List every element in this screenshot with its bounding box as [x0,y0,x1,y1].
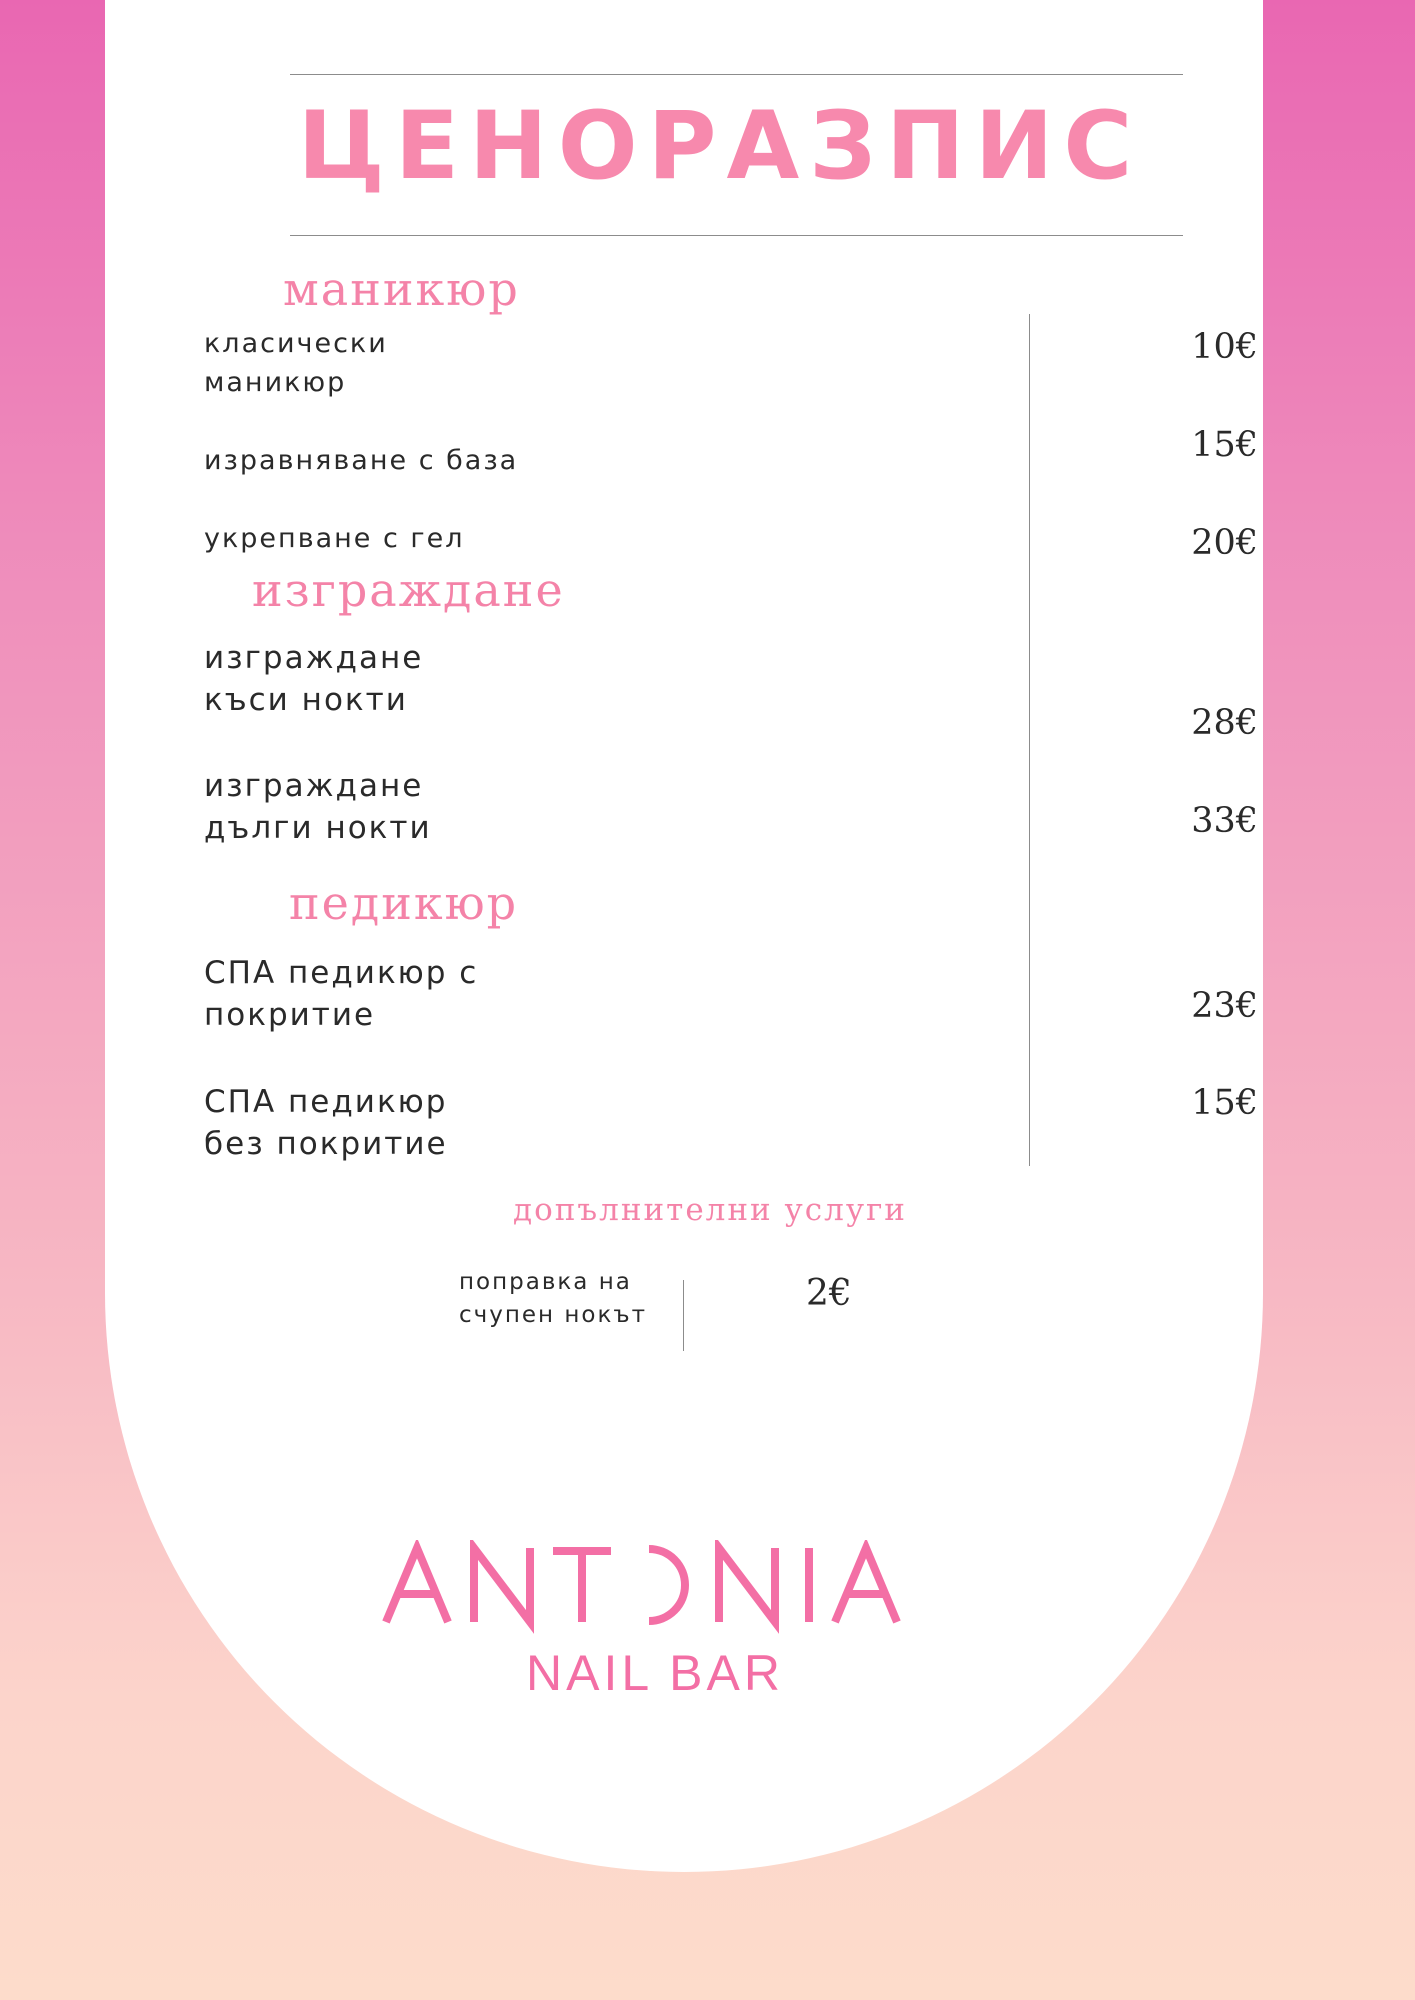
list-item [204,637,423,721]
item-price: 15€ [1191,1083,1258,1123]
title-top-rule [290,74,1183,75]
brand-tagline: NAIL BAR [525,1645,785,1701]
section-title-manicure: маникюр [283,262,520,316]
section-title-pedicure: педикюр [289,876,519,930]
item-price: 10€ [1191,327,1258,367]
list-item [204,765,432,849]
item-price: 15€ [1191,425,1258,465]
section-title-extensions: изграждане [252,563,565,617]
title-bottom-rule [290,235,1183,236]
item-label: укрепване с гел [204,523,465,554]
list-item [204,1081,448,1165]
item-label: СПА педикюр [204,1084,448,1120]
price-divider [1029,314,1030,1166]
item-label: маникюр [204,367,347,398]
page-title: ЦЕНОРАЗПИС [297,92,1143,201]
item-label: изграждане [204,640,424,676]
item-label: дълги нокти [204,810,432,846]
item-label: класически [204,328,388,359]
list-item [204,519,464,558]
item-label: изравняване с база [204,445,519,476]
item-label: счупен нокът [459,1302,648,1328]
extra-services-title: допълнителни услуги [513,1192,907,1228]
item-label: къси нокти [204,682,408,718]
list-item [204,324,388,402]
item-label: покритие [204,997,376,1033]
item-label: поправка на [459,1269,632,1295]
item-price: 33€ [1191,801,1258,841]
extra-item [459,1266,647,1332]
item-price: 28€ [1191,703,1258,743]
item-label: СПА педикюр с [204,955,479,991]
extra-price: 2€ [806,1273,852,1314]
extra-divider [683,1280,684,1351]
item-label: изграждане [204,768,424,804]
list-item [204,441,518,480]
list-item [204,952,478,1036]
brand-logo [380,1540,1020,1720]
item-price: 20€ [1191,523,1258,563]
item-price: 23€ [1191,986,1258,1026]
item-label: без покритие [204,1126,448,1162]
